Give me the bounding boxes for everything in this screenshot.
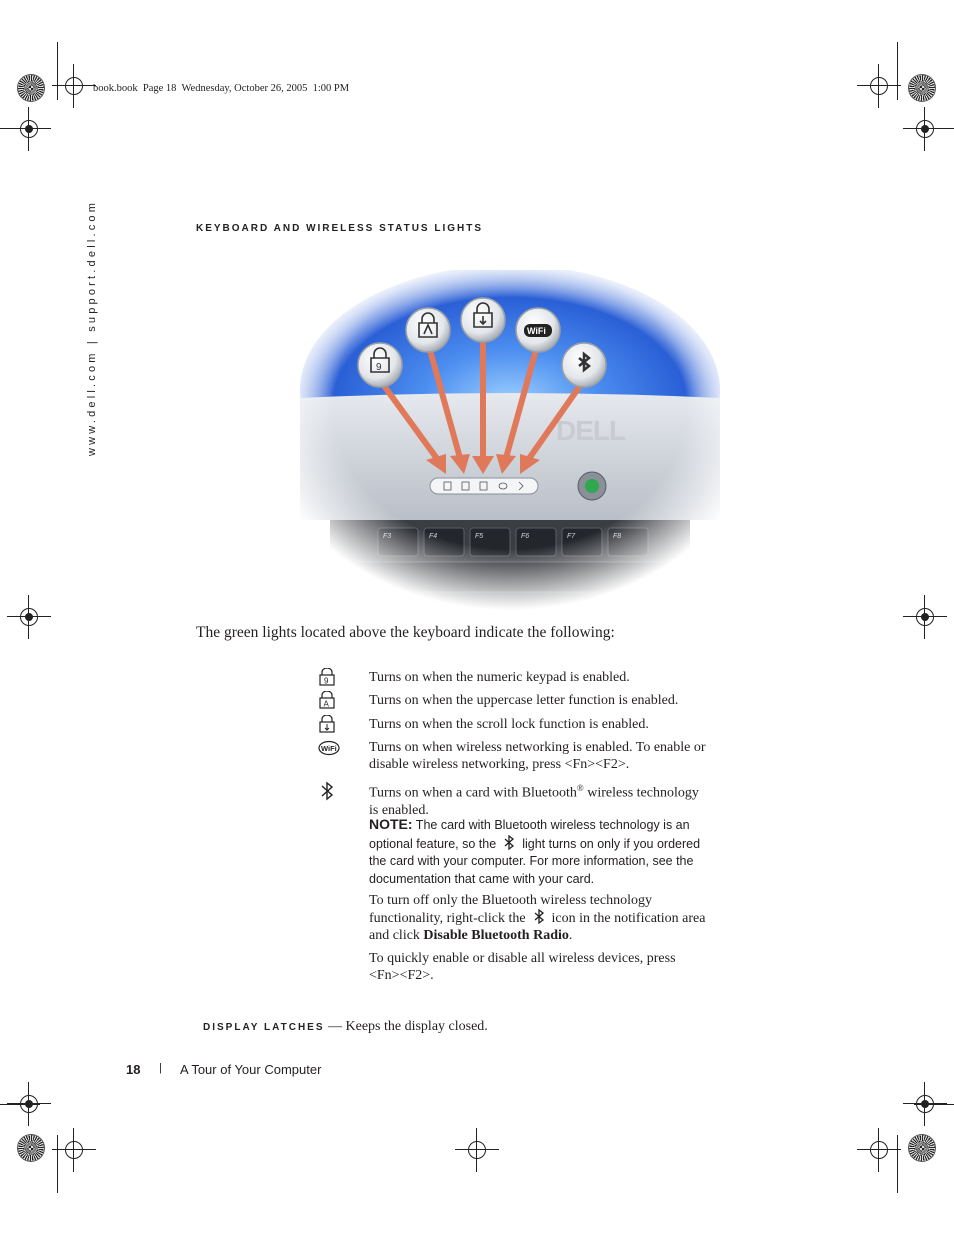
bluetooth-icon <box>318 781 336 801</box>
intro-text: The green lights located above the keyboard indicate the following: <box>196 624 615 641</box>
bluetooth-text-b: wireless technology is enabled. <box>369 785 699 818</box>
note-text-a: The card with Bluetooth wireless technology is an optional feature, so the <box>369 818 690 851</box>
crosshair-icon <box>913 605 937 629</box>
crosshair-icon <box>62 74 86 98</box>
wifi-description: Turns on when wireless networking is enabled. To enable or disable wireless networking, press <Fn><F2>. <box>369 740 706 772</box>
display-latches <box>196 1003 488 1035</box>
crosshair-icon <box>17 117 41 141</box>
crosshair-icon <box>17 1092 41 1116</box>
registration-star-icon <box>18 75 44 101</box>
wifi-icon <box>318 739 340 757</box>
bluetooth-description <box>369 780 709 819</box>
page-number: 18 <box>126 1062 141 1077</box>
turn-off-text-c: . <box>568 928 573 943</box>
crosshair-icon <box>913 1092 937 1116</box>
bluetooth-text-a: Turns on when a card with Bluetooth <box>369 785 577 801</box>
registered-mark: ® <box>576 783 584 793</box>
scroll-lock-description: Turns on when the scroll lock function is enabled. <box>369 717 649 732</box>
disable-bluetooth-radio: Disable Bluetooth Radio <box>423 928 569 943</box>
chapter-title: A Tour of Your Computer <box>180 1062 322 1077</box>
display-latches-text: Keeps the display closed. <box>345 1019 488 1034</box>
quick-toggle-text: To quickly enable or disable all wireless devices, press <Fn><F2>. <box>369 951 676 983</box>
note-text-b: light turns on only if you ordered the card with your computer. For more information, see the documentation that came with your card. <box>369 836 701 886</box>
footer-separator: | <box>159 1062 162 1074</box>
note-label: NOTE: <box>369 816 413 832</box>
crosshair-icon <box>62 1138 86 1162</box>
crop-line <box>57 1135 58 1193</box>
keyboard-status-lights-figure <box>300 270 720 610</box>
print-header: book.book Page 18 Wednesday, October 26, 2005 1:00 PM <box>93 83 350 94</box>
bluetooth-icon <box>502 835 516 851</box>
bluetooth-icon <box>532 909 546 925</box>
crosshair-icon <box>465 1138 489 1162</box>
svg-text:WiFi: WiFi <box>321 744 337 753</box>
registration-star-icon <box>909 75 935 101</box>
caps-lock-description: Turns on when the uppercase letter function is enabled. <box>369 693 679 708</box>
svg-text:A: A <box>323 699 329 709</box>
svg-text:9: 9 <box>324 676 329 686</box>
crop-line <box>897 42 898 100</box>
caps-lock-icon <box>318 691 336 709</box>
crosshair-icon <box>867 74 891 98</box>
turn-off-text-a: To turn off only the Bluetooth wireless technology functionality, right-click the <box>369 893 652 926</box>
section-heading: KEYBOARD AND WIRELESS STATUS LIGHTS <box>196 223 484 234</box>
num-lock-icon <box>318 668 336 686</box>
crop-line <box>57 42 58 100</box>
turn-off-bluetooth-text <box>369 892 709 944</box>
display-latches-label: DISPLAY LATCHES <box>203 1022 325 1033</box>
display-latches-dash: — <box>324 1019 346 1034</box>
turn-off-text-b: icon in the notification area and click <box>369 911 706 943</box>
crosshair-icon <box>17 605 41 629</box>
scroll-lock-icon <box>318 715 336 733</box>
crosshair-icon <box>867 1138 891 1162</box>
num-lock-description: Turns on when the numeric keypad is enabled. <box>369 670 630 685</box>
edge-fade <box>300 270 720 610</box>
registration-star-icon <box>909 1135 935 1161</box>
crop-line <box>897 1135 898 1193</box>
side-url: www.dell.com | support.dell.com <box>86 199 98 456</box>
bluetooth-note <box>369 816 709 888</box>
crosshair-icon <box>913 117 937 141</box>
registration-star-icon <box>18 1135 44 1161</box>
